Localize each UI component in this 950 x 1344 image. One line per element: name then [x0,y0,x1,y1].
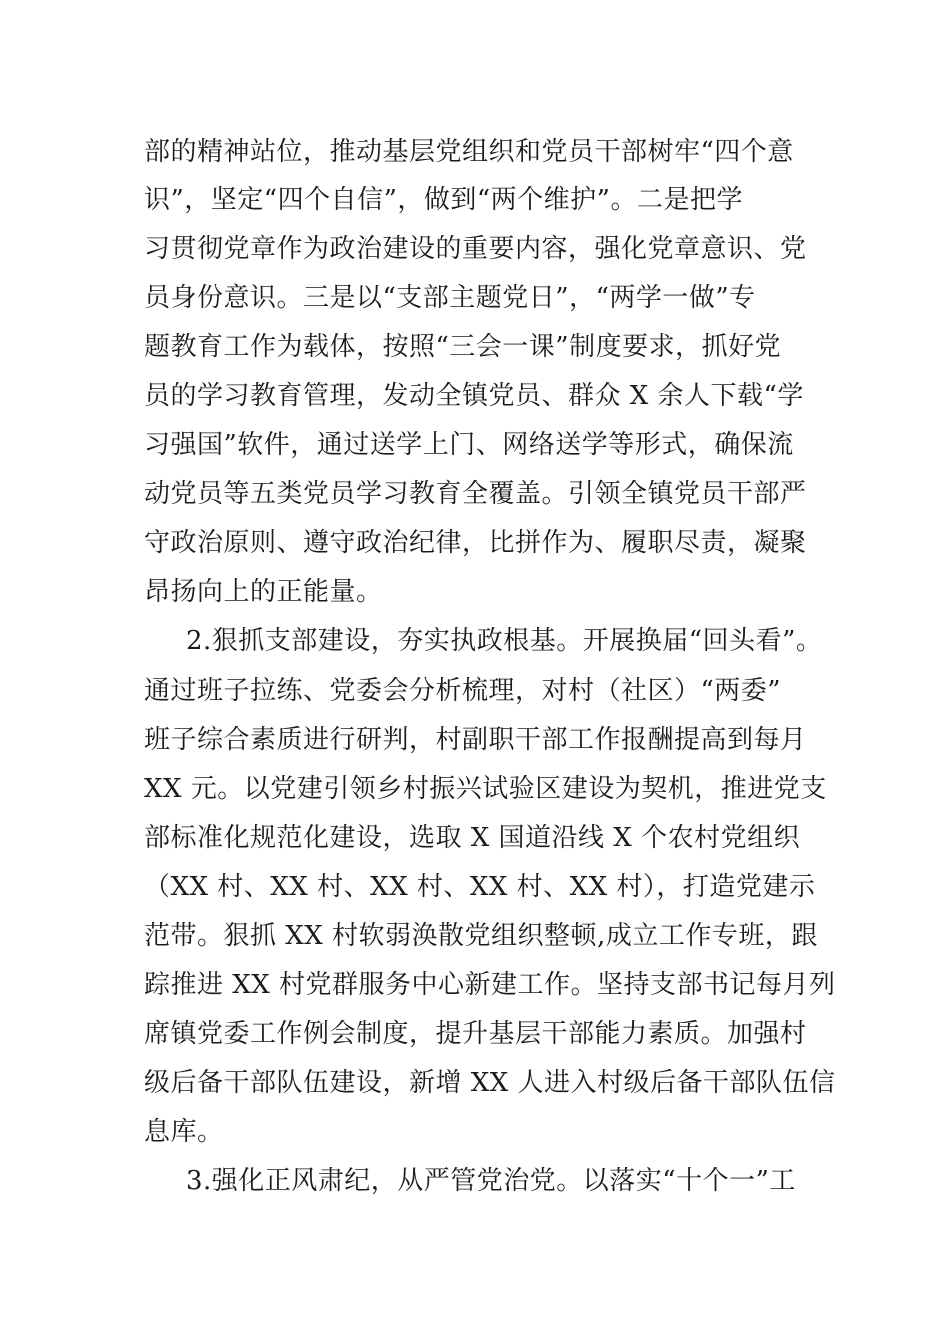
paragraph-line: 级后备干部队伍建设，新增 XX 人进入村级后备干部队伍信 [144,1068,836,1098]
paragraph-line: （XX 村、XX 村、XX 村、XX 村、XX 村），打造党建示 [144,872,816,902]
paragraph-line: 踪推进 XX 村党群服务中心新建工作。坚持支部书记每月列 [144,970,836,1000]
paragraph-line: 息库。 [144,1117,224,1147]
section-heading-line: 3.强化正风肃纪，从严管党治党。以落实“十个一”工 [186,1166,796,1196]
paragraph-line: 部的精神站位，推动基层党组织和党员干部树牢“四个意 [144,137,794,167]
paragraph-line: XX 元。以党建引领乡村振兴试验区建设为契机，推进党支 [144,774,827,804]
paragraph-line: 守政治原则、遵守政治纪律，比拼作为、履职尽责，凝聚 [144,528,807,558]
paragraph-line: 席镇党委工作例会制度，提升基层干部能力素质。加强村 [144,1019,807,1049]
paragraph-line: 员身份意识。三是以“支部主题党日”，“两学一做”专 [144,283,756,313]
paragraph-line: 员的学习教育管理，发动全镇党员、群众 X 余人下载“学 [144,381,804,411]
paragraph-line: 部标准化规范化建设，选取 X 国道沿线 X 个农村党组织 [144,823,801,853]
paragraph-line: 动党员等五类党员学习教育全覆盖。引领全镇党员干部严 [144,479,807,509]
section-heading-line: 2.狠抓支部建设，夯实执政根基。开展换届“回头看”。 [186,626,823,656]
paragraph-line: 习贯彻党章作为政治建设的重要内容，强化党章意识、党 [144,234,807,264]
paragraph-line: 识”，坚定“四个自信”，做到“两个维护”。二是把学 [144,185,743,215]
paragraph-line: 题教育工作为载体，按照“三会一课”制度要求，抓好党 [144,332,782,362]
paragraph-line: 通过班子拉练、党委会分析梳理，对村（社区）“两委” [144,676,782,706]
paragraph-line: 班子综合素质进行研判，村副职干部工作报酬提高到每月 [144,725,807,755]
paragraph-line: 范带。狠抓 XX 村软弱涣散党组织整顿,成立工作专班，跟 [144,921,818,951]
paragraph-line: 习强国”软件，通过送学上门、网络送学等形式，确保流 [144,430,794,460]
paragraph-line: 昂扬向上的正能量。 [144,577,383,607]
